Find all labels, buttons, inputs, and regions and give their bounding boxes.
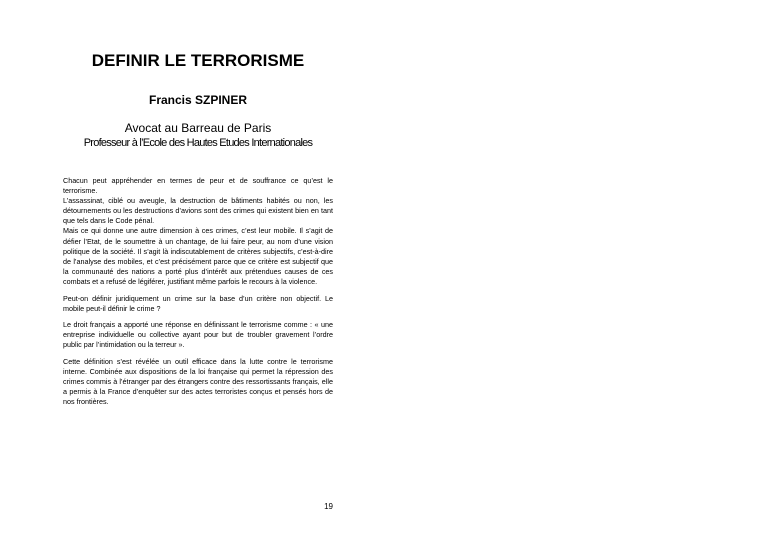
page-number: 19 [324,502,333,511]
author-name: Francis SZPINER [148,93,248,107]
author-affiliation-1: Avocat au Barreau de Paris [124,121,272,135]
paragraph-1-line-c: Mais ce qui donne une autre dimension à ces crimes, c’est leur mobile. Il s’agit de défier l’Etat, de le soumettre à un chantage, de lui faire peur, au nom d’une vision politique de la société. Il s’agit là indiscutablement de critères subjectifs, c’est-à-dire de l’analyse des mobiles, et c’est précisément parce que ce critère est subjectif que la communauté des nations a porté plus d’intérêt aux prétendues causes de ces combats et a refusé de légiférer, justifiant même parfois le recours à la violence. [63,226,333,286]
paragraph-4: Cette définition s’est révélée un outil efficace dans la lutte contre le terrorisme interne. Combinée aux dispositions de la loi française qui permet la répression des crimes commis à l’étranger par des étrangers contre des ressortissants français, elle a permis à la France d’enquêter sur des actes terroristes conçus et pensés hors de nos frontières. [63,357,333,407]
article-body [63,176,333,414]
paragraph-1-line-a: Chacun peut appréhender en termes de peur et de souffrance ce qu’est le terrorisme. [63,176,333,196]
paragraph-1-line-b: L’assassinat, ciblé ou aveugle, la destruction de bâtiments habités ou non, les détournements ou les destructions d’avions sont des crimes qui existent bien en tant que tels dans le Code pénal. [63,196,333,226]
paragraph-3: Le droit français a apporté une réponse en définissant le terrorisme comme : « une entreprise individuelle ou collective ayant pour but de troubler gravement l’ordre public par l’intimidation ou la terreur ». [63,320,333,350]
paragraph-2: Peut-on définir juridiquement un crime sur la base d’un critère non objectif. Le mobile peut-il définir le crime ? [63,293,333,313]
author-affiliation-2: Professeur à l’Ecole des Hautes Etudes Internationales [83,137,313,149]
document-title: DEFINIR LE TERRORISME [91,51,305,70]
paragraph-1 [63,176,333,287]
